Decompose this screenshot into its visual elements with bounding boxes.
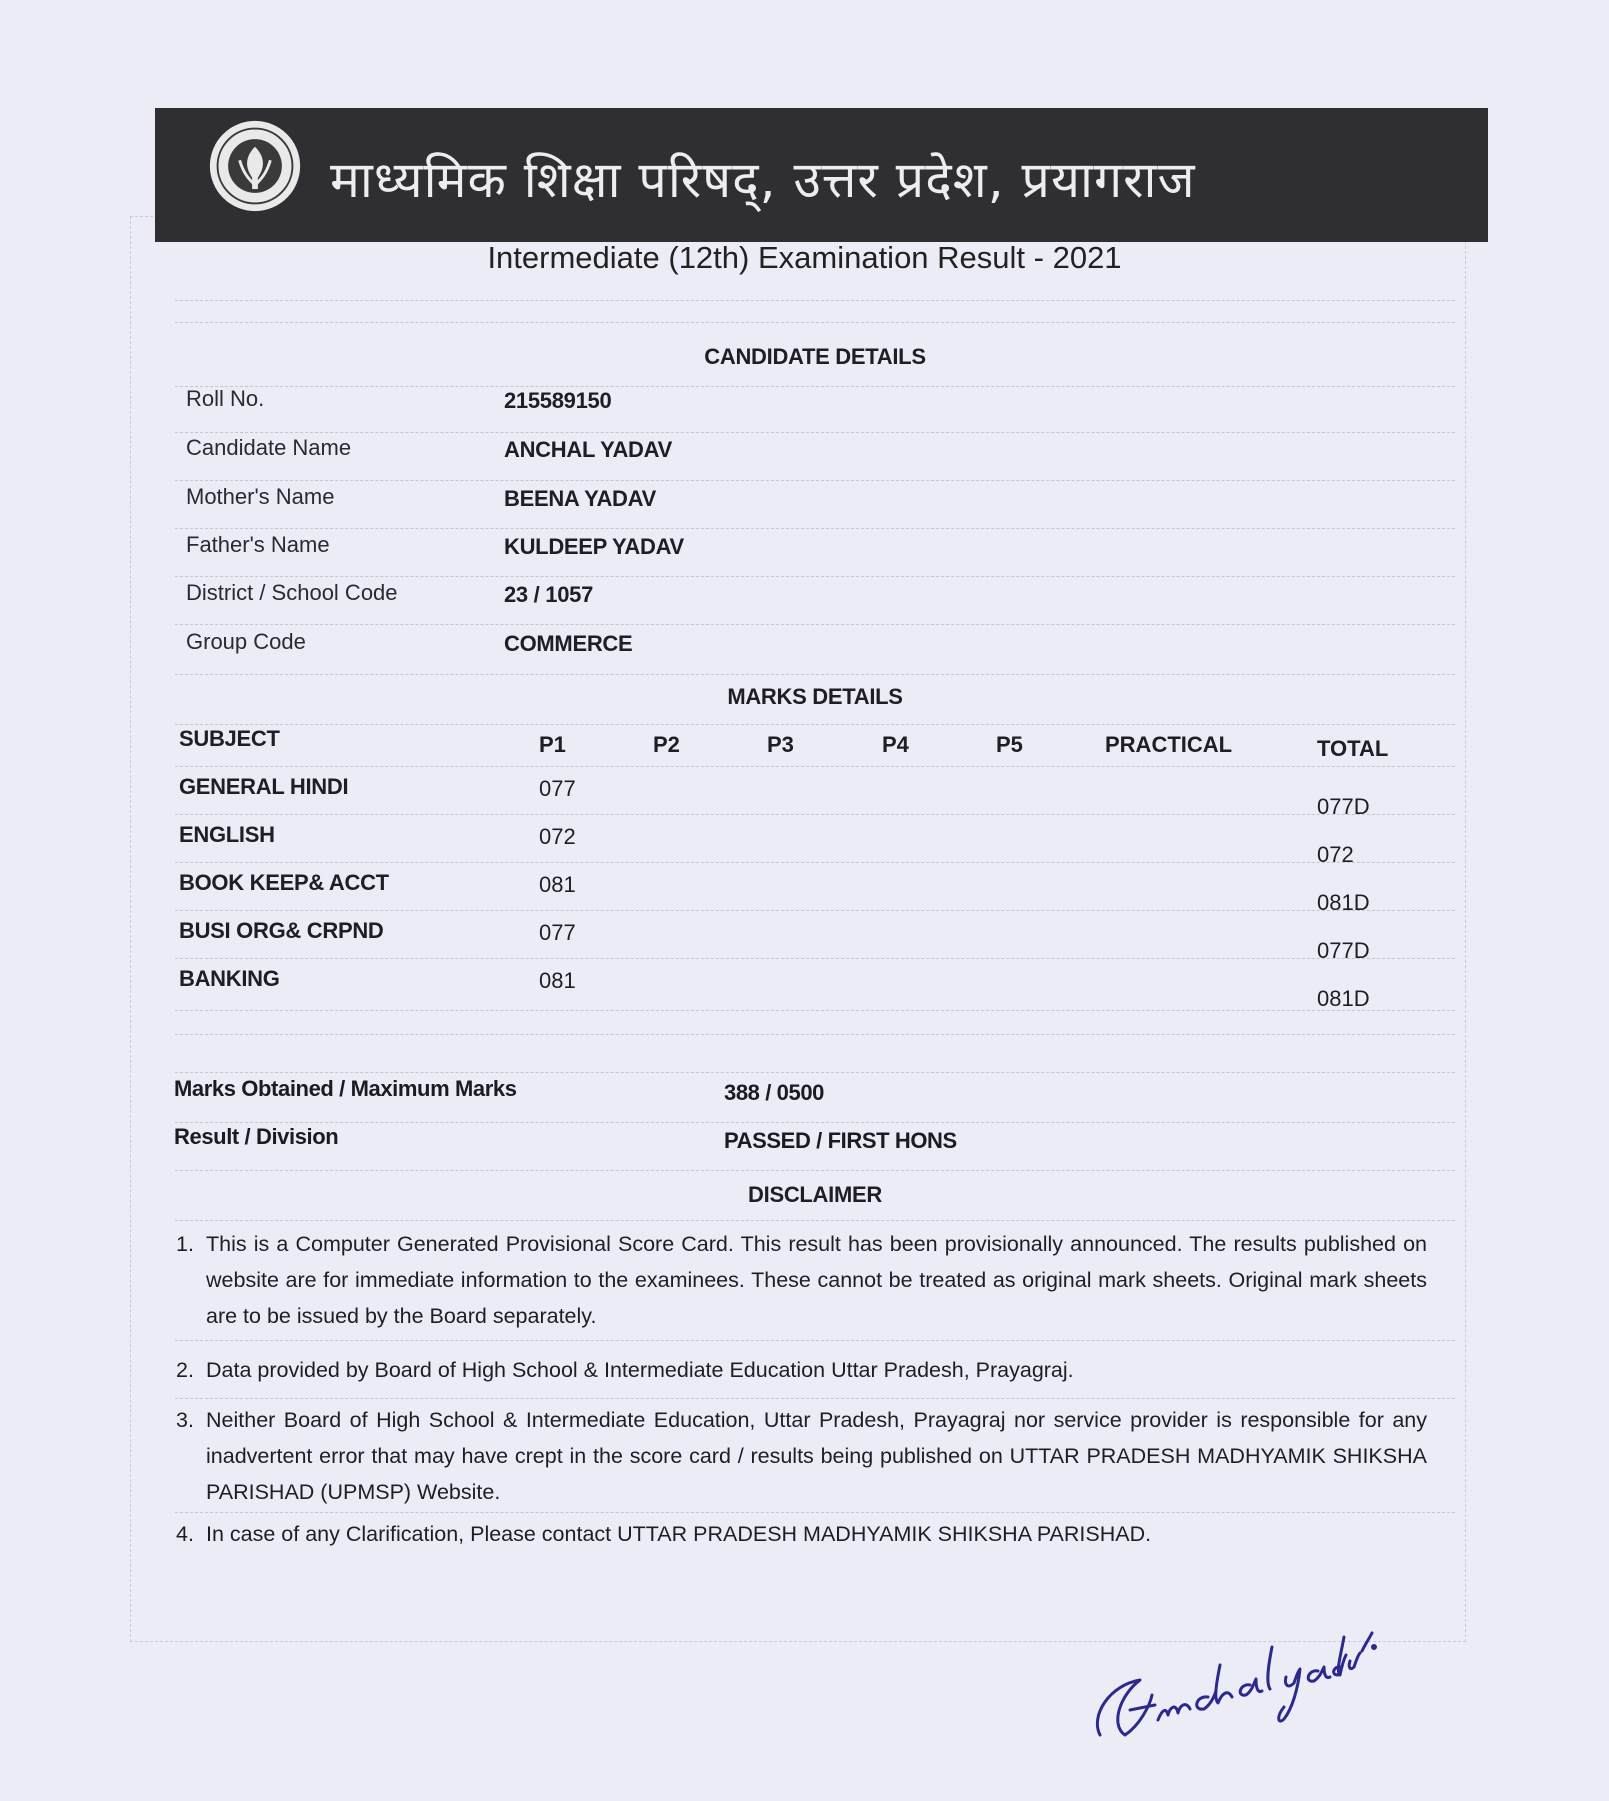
table-row xyxy=(175,812,1460,867)
candidate-details-heading: CANDIDATE DETAILS xyxy=(704,344,926,369)
subject-name: ENGLISH xyxy=(179,822,275,847)
candidate-row-roll-no xyxy=(180,378,1460,426)
disclaimer-number: 3. xyxy=(176,1408,194,1432)
column-header-subject: SUBJECT xyxy=(179,726,280,751)
divider xyxy=(175,1034,1455,1035)
field-label: District / School Code xyxy=(186,580,398,605)
total-mark: 072 xyxy=(1317,842,1354,867)
field-label: Father's Name xyxy=(186,532,330,557)
disclaimer-text: This is a Computer Generated Provisional Score Card. This result has been provisionally announced. The results published on website are for immediate information to the examinees. These cannot be treated as original mark sheets. Original mark sheets are to be issued by the Board separately. xyxy=(206,1232,1427,1328)
result-value: PASSED / FIRST HONS xyxy=(724,1128,957,1153)
divider xyxy=(175,1170,1455,1171)
marks-details-heading: MARKS DETAILS xyxy=(727,684,903,709)
divider xyxy=(175,1512,1455,1513)
marks-obtained-row xyxy=(172,1068,1462,1114)
disclaimer-item xyxy=(172,1402,1427,1510)
column-header-p5: P5 xyxy=(996,732,1023,757)
field-label: Candidate Name xyxy=(186,435,352,460)
divider xyxy=(175,322,1455,323)
field-label: Roll No. xyxy=(186,386,265,411)
board-title: माध्यमिक शिक्षा परिषद्, उत्तर प्रदेश, प्रयागराज xyxy=(330,151,1196,209)
total-mark: 081D xyxy=(1317,890,1370,915)
table-row xyxy=(175,860,1460,915)
disclaimer-number: 4. xyxy=(176,1522,194,1546)
candidate-row-district-school xyxy=(180,572,1460,620)
divider xyxy=(175,1220,1455,1221)
field-label: Mother's Name xyxy=(186,484,335,509)
table-row xyxy=(175,956,1460,1011)
result-row xyxy=(172,1116,1462,1162)
column-header-p3: P3 xyxy=(767,732,794,757)
marks-obtained-value: 388 / 0500 xyxy=(724,1080,824,1105)
total-mark: 081D xyxy=(1317,986,1370,1011)
candidate-row-father xyxy=(180,524,1460,572)
exam-title: Intermediate (12th) Examination Result - 2021 xyxy=(487,240,1122,275)
divider xyxy=(175,300,1455,301)
column-header-p1: P1 xyxy=(539,732,566,757)
subject-name: GENERAL HINDI xyxy=(179,774,349,799)
field-value: ANCHAL YADAV xyxy=(504,437,672,462)
disclaimer-text: In case of any Clarification, Please contact UTTAR PRADESH MADHYAMIK SHIKSHA PARISHAD. xyxy=(206,1522,1152,1546)
subject-name: BUSI ORG& CRPND xyxy=(179,918,384,943)
divider xyxy=(175,1340,1455,1341)
divider xyxy=(175,674,1455,675)
marks-header-row xyxy=(175,716,1460,764)
disclaimer-item xyxy=(172,1352,1427,1388)
candidate-row-name xyxy=(180,427,1460,475)
field-label: Group Code xyxy=(186,629,306,654)
table-row xyxy=(175,764,1460,819)
handwritten-signature xyxy=(1080,1585,1380,1765)
p1-mark: 077 xyxy=(539,920,576,945)
disclaimer-item xyxy=(172,1226,1427,1334)
total-mark: 077D xyxy=(1317,794,1370,819)
disclaimer-text: Neither Board of High School & Intermediate Education, Uttar Pradesh, Prayagraj nor service provider is responsible for any inadvertent error that may have crept in the score card / results being published on UTTAR PRADESH MADHYAMIK SHIKSHA PARISHAD (UPMSP) Website. xyxy=(206,1408,1427,1504)
field-value: COMMERCE xyxy=(504,631,633,656)
p1-mark: 081 xyxy=(539,968,576,993)
total-mark: 077D xyxy=(1317,938,1370,963)
disclaimer-heading: DISCLAIMER xyxy=(748,1182,882,1207)
column-header-practical: PRACTICAL xyxy=(1105,732,1233,757)
table-row xyxy=(175,908,1460,963)
field-value: 215589150 xyxy=(504,388,612,413)
result-label: Result / Division xyxy=(174,1124,339,1149)
field-value: BEENA YADAV xyxy=(504,486,656,511)
candidate-row-group xyxy=(180,621,1460,669)
disclaimer-item xyxy=(172,1516,1427,1552)
subject-name: BOOK KEEP& ACCT xyxy=(179,870,389,895)
column-header-p2: P2 xyxy=(653,732,680,757)
p1-mark: 072 xyxy=(539,824,576,849)
p1-mark: 077 xyxy=(539,776,576,801)
p1-mark: 081 xyxy=(539,872,576,897)
column-header-p4: P4 xyxy=(882,732,909,757)
divider xyxy=(175,1010,1455,1011)
upmsp-logo xyxy=(207,118,303,214)
divider xyxy=(175,1398,1455,1399)
disclaimer-text: Data provided by Board of High School & Intermediate Education Uttar Pradesh, Prayagraj. xyxy=(206,1358,1074,1382)
subject-name: BANKING xyxy=(179,966,280,991)
disclaimer-number: 1. xyxy=(176,1232,194,1256)
column-header-total: TOTAL xyxy=(1317,736,1389,761)
field-value: KULDEEP YADAV xyxy=(504,534,684,559)
disclaimer-number: 2. xyxy=(176,1358,194,1382)
marks-obtained-label: Marks Obtained / Maximum Marks xyxy=(174,1076,517,1101)
candidate-row-mother xyxy=(180,476,1460,524)
field-value: 23 / 1057 xyxy=(504,582,594,607)
